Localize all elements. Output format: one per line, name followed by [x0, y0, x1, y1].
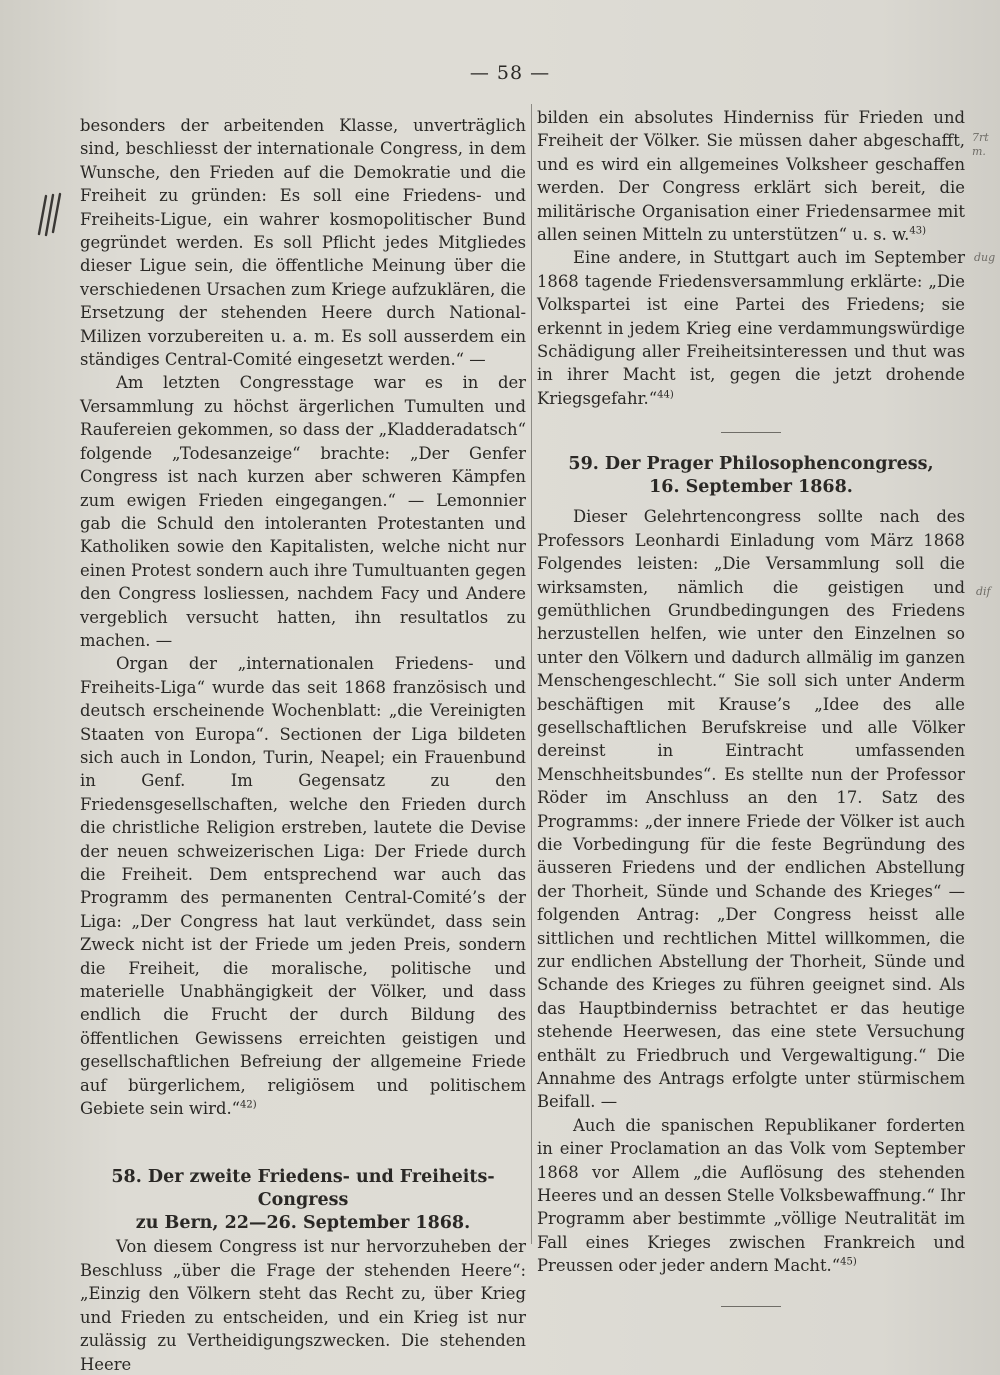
right-column: [537, 106, 965, 1307]
left-paragraph-2: Am letzten Congresstage war es in der Versammlung zu höchst ärgerlichen Tumulten und Raufereien gekommen, so dass der „Kladderadatsch“ folgende „Todesanzeige“ brachte: „Der Genfer Congress ist nach kurzen aber schweren Kämpfen zum ewigen Frieden eingegangen.“ — Lemonnier gab die Schuld den intoleranten Protestanten und Katholiken sowie den Kapitalisten, welche nicht nur einen Protest sondern auch ihre Tumultuanten gegen den Congress losliessen, nachdem Facy und Andere vergeblich versucht hatten, ihn resultatlos zu machen. —: [80, 373, 526, 650]
left-paragraph-3: [80, 652, 526, 1120]
right-paragraph-2: [537, 246, 965, 410]
heading-59-line-1: 59. Der Prager Philosophencongress,: [568, 454, 934, 475]
right-paragraph-1-text: bilden ein absolutes Hinderniss für Frieden und Freiheit der Völker. Sie müssen daher abgeschafft, und es wird ein allgemeines Volksheer geschaffen werden. Der Congress erklärt sich bereit, die militärische Organisation einer Friedensarmee mit allen seinen Mitteln zu unterstützen“ u. s. w.: [537, 108, 965, 245]
footnote-ref-43: 43): [909, 225, 927, 237]
left-paragraph-4: Von diesem Congress ist nur hervorzuheben der Beschluss „über die Frage der stehenden Heere“: „Einzig den Völkern steht das Recht zu, über Krieg und Frieden zu entscheiden, und ein Krieg ist nur zulässig zu Vertheidigungszwecken. Die stehenden Heere: [80, 1237, 526, 1374]
margin-note-4: dif: [976, 585, 991, 598]
footnote-ref-45: 45): [840, 1256, 857, 1268]
right-paragraph-1: [537, 106, 965, 246]
right-paragraph-4-text: Auch die spanischen Republikaner forderten in einer Proclamation an das Volk vom September 1868 vor Allem „die Auflösung des stehenden Heeres und an dessen Stelle Volksbewaffnung.“ Ihr Programm aber bestimmte „völlige Neutralität im Fall eines Krieges zwischen Frankreich und Preussen oder jeder andern Macht.“: [537, 1115, 965, 1276]
heading-59-line-2: 16. September 1868.: [649, 477, 853, 498]
footnote-ref-44: 44): [657, 389, 674, 401]
left-paragraph-3-text: Organ der „internationalen Friedens- und Freiheits-Liga“ wurde das seit 1868 französisch und deutsch erscheinende Wochenblatt: „die Vereinigten Staaten von Europa“. Sectionen der Liga bildeten sich auch in London, Turin, Neapel; ein Frauenbund in Genf. Im Gegensatz zu den Friedensgesellschaften, welche den Frieden durch die christliche Religion erstreben, lautete die Devise der neuen schweizerischen Liga: Der Friede durch die Freiheit. Dem entsprechend war auch das Programm des permanenten Central-Comité’s der Liga: „Der Congress hat laut verkündet, dass sein Zweck nicht ist der Friede um jeden Preis, sondern die Freiheit, die moralische, politische und materielle Unabhängigkeit der Völker, und dass endlich die Frucht der durch Bildung des öffentlichen Gewissens erreichten geistigen und gesellschaftlichen Befreiung der allgemeine Friede auf bürgerlichem, religiösem und politischem Gebiete sein wird.“: [80, 654, 526, 1119]
column-divider: [531, 104, 532, 1244]
page-number: — 58 —: [469, 62, 551, 84]
pencil-mark-icon: [36, 192, 66, 238]
left-column: [80, 114, 526, 1375]
footnote-ref-42: 42): [240, 1099, 257, 1111]
heading-58-line-1: 58. Der zweite Friedens- und Freiheits-Congress: [111, 1167, 495, 1211]
right-paragraph-4: [537, 1114, 965, 1278]
right-paragraph-2-text: Eine andere, in Stuttgart auch im September 1868 tagende Friedensversammlung erklärte: „Die Volkspartei ist eine Partei des Friedens; sie erkennt in jedem Krieg eine verdammungswürdige Schädigung aller Freiheitsinteressen und thut was in ihrer Macht ist, gegen die jetzt drohende Kriegsgefahr.“: [537, 248, 965, 408]
left-paragraph-1: besonders der arbeitenden Klasse, unverträglich sind, beschliesst der internationale Congress, in dem Wunsche, den Frieden auf die Demokratie und die Freiheit zu gründen: Es soll eine Friedens- und Freiheits-Ligue, ein wahrer kosmopolitischer Bund gegründet werden. Es soll Pflicht jedes Mitgliedes dieser Ligue sein, die öffentliche Meinung über die verschiedenen Ursachen zum Kriege aufzuklären, die Ersetzung der stehenden Heere durch National-Milizen vorzubereiten u. a. m. Es soll ausserdem ein ständiges Central-Comité eingesetzt werden.“ —: [80, 116, 526, 370]
margin-note-1: 7rt: [972, 131, 989, 144]
end-separator: [721, 1306, 781, 1307]
margin-note-3: dug: [974, 251, 996, 264]
right-paragraph-3: Dieser Gelehrtencongress sollte nach des Professors Leonhardi Einladung vom März 1868 Folgendes leisten: „Die Versammlung soll die wirksamsten, nämlich die geistigen und gemüthlichen Grundbedingungen des Friedens herzustellen helfen, wie unter den Einzelnen so unter den Völkern und dadurch allmälig im ganzen Menschengeschlecht.“ Sie soll sich unter Anderm beschäftigen mit Krause’s „Idee des alle gesellschaftlichen Berufskreise und alle Völker dereinst in Eintracht umfassenden Menschheitsbundes“. Es stellte nun der Professor Röder im Anschluss an den 17. Satz des Programms: „der innere Friede der Völker ist auch die Vorbedingung für die feste Begründung des äusseren Friedens und der endlichen Abstellung der Thorheit, Sünde und Schande des Krieges“ — folgenden Antrag: „Der Congress heisst alle sittlichen und rechtlichen Mittel willkommen, die zur endlichen Abstellung der Thorheit, Sünde und Schande des Krieges zu führen geeignet sind. Als das Hauptbinderniss betrachtet er das heutige stehende Heerwesen, das eine stete Versuchung enthält zu Friedbruch und Vergewaltigung.“ Die Annahme des Antrags erfolgte unter stürmischem Beifall. —: [537, 507, 965, 1112]
heading-58-line-2: zu Bern, 22—26. September 1868.: [135, 1213, 471, 1234]
margin-note-2: m.: [972, 145, 986, 158]
